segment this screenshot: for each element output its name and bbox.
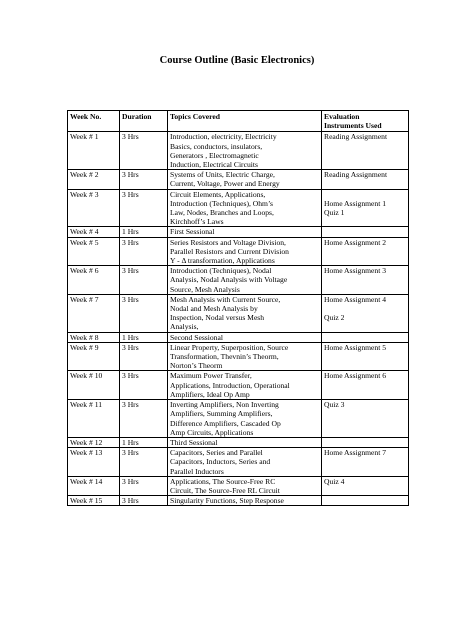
- cell-evaluation: Reading Assignment: [322, 132, 409, 170]
- table-row: [68, 371, 409, 400]
- cell-duration: 1 Hrs: [120, 332, 168, 342]
- cell-evaluation: [322, 437, 409, 447]
- cell-evaluation: Home Assignment 6: [322, 371, 409, 400]
- cell-week: Week # 9: [68, 342, 120, 371]
- cell-evaluation: [322, 227, 409, 237]
- cell-topics: Inverting Amplifiers, Non Inverting Amplifiers, Summing Amplifiers, Difference Amplifiers, Cascaded Op Amp Circuits, Applications: [168, 400, 322, 438]
- column-header-evaluation: Evaluation Instruments Used: [322, 111, 409, 132]
- cell-topics: Applications, The Source-Free RC Circuit, The Source-Free RL Circuit: [168, 476, 322, 495]
- cell-week: Week # 7: [68, 294, 120, 332]
- cell-duration: 3 Hrs: [120, 476, 168, 495]
- cell-week: Week # 2: [68, 170, 120, 189]
- cell-topics: Systems of Units, Electric Charge, Current, Voltage, Power and Energy: [168, 170, 322, 189]
- cell-duration: 3 Hrs: [120, 371, 168, 400]
- cell-duration: 3 Hrs: [120, 132, 168, 170]
- cell-week: Week # 13: [68, 448, 120, 477]
- cell-topics: Maximum Power Transfer, Applications, Introduction, Operational Amplifiers, Ideal Op Amp: [168, 371, 322, 400]
- cell-duration: 3 Hrs: [120, 448, 168, 477]
- cell-evaluation: Home Assignment 1 Quiz 1: [322, 189, 409, 227]
- cell-duration: 3 Hrs: [120, 189, 168, 227]
- cell-evaluation: Home Assignment 3: [322, 266, 409, 295]
- cell-week: Week # 8: [68, 332, 120, 342]
- table-row: [68, 227, 409, 237]
- cell-topics: Introduction, electricity, Electricity Basics, conductors, insulators, Generators , Electromagnetic Induction, Electrical Circuits: [168, 132, 322, 170]
- cell-evaluation: Home Assignment 7: [322, 448, 409, 477]
- table-row: [68, 237, 409, 266]
- cell-week: Week # 3: [68, 189, 120, 227]
- cell-topics: Capacitors, Series and Parallel Capacitors, Inductors, Series and Parallel Inductors: [168, 448, 322, 477]
- cell-evaluation: [322, 496, 409, 506]
- table-row: [68, 400, 409, 438]
- cell-evaluation: [322, 332, 409, 342]
- column-header-duration: Duration: [120, 111, 168, 132]
- table-row: [68, 496, 409, 506]
- cell-week: Week # 15: [68, 496, 120, 506]
- table-row: [68, 266, 409, 295]
- cell-week: Week # 14: [68, 476, 120, 495]
- page-title: Course Outline (Basic Electronics): [159, 55, 315, 66]
- cell-duration: 1 Hrs: [120, 437, 168, 447]
- cell-duration: 3 Hrs: [120, 266, 168, 295]
- header-row: [68, 111, 409, 132]
- column-header-topics: Topics Covered: [168, 111, 322, 132]
- cell-evaluation: Home Assignment 5: [322, 342, 409, 371]
- table-body: [68, 132, 409, 506]
- table-row: [68, 132, 409, 170]
- cell-topics: First Sessional: [168, 227, 322, 237]
- cell-topics: Series Resistors and Voltage Division, Parallel Resistors and Current Division Y - Δ transformation, Applications: [168, 237, 322, 266]
- cell-topics: Introduction (Techniques), Nodal Analysis, Nodal Analysis with Voltage Source, Mesh Analysis: [168, 266, 322, 295]
- cell-evaluation: Home Assignment 4 Quiz 2: [322, 294, 409, 332]
- cell-week: Week # 4: [68, 227, 120, 237]
- course-outline-table: [67, 110, 409, 506]
- cell-week: Week # 11: [68, 400, 120, 438]
- table-row: [68, 476, 409, 495]
- cell-evaluation: Quiz 4: [322, 476, 409, 495]
- cell-duration: 3 Hrs: [120, 237, 168, 266]
- cell-topics: Singularity Functions, Step Response: [168, 496, 322, 506]
- cell-topics: Circuit Elements, Applications, Introduction (Techniques), Ohm’s Law, Nodes, Branches and Loops, Kirchhoff’s Laws: [168, 189, 322, 227]
- cell-week: Week # 12: [68, 437, 120, 447]
- table-row: [68, 332, 409, 342]
- cell-week: Week # 1: [68, 132, 120, 170]
- cell-topics: Third Sessional: [168, 437, 322, 447]
- table-row: [68, 170, 409, 189]
- cell-week: Week # 5: [68, 237, 120, 266]
- cell-evaluation: Quiz 3: [322, 400, 409, 438]
- column-header-week: Week No.: [68, 111, 120, 132]
- table-row: [68, 294, 409, 332]
- cell-topics: Mesh Analysis with Current Source, Nodal and Mesh Analysis by Inspection, Nodal versus Mesh Analysis,: [168, 294, 322, 332]
- table-row: [68, 448, 409, 477]
- cell-topics: Second Sessional: [168, 332, 322, 342]
- cell-week: Week # 10: [68, 371, 120, 400]
- table-row: [68, 189, 409, 227]
- cell-week: Week # 6: [68, 266, 120, 295]
- cell-duration: 3 Hrs: [120, 294, 168, 332]
- cell-evaluation: Reading Assignment: [322, 170, 409, 189]
- cell-duration: 3 Hrs: [120, 170, 168, 189]
- cell-duration: 3 Hrs: [120, 342, 168, 371]
- cell-topics: Linear Property, Superposition, Source Transformation, Thevnin’s Theorm, Norton’s Theorm: [168, 342, 322, 371]
- cell-duration: 3 Hrs: [120, 496, 168, 506]
- cell-evaluation: Home Assignment 2: [322, 237, 409, 266]
- table-row: [68, 342, 409, 371]
- cell-duration: 1 Hrs: [120, 227, 168, 237]
- cell-duration: 3 Hrs: [120, 400, 168, 438]
- table-row: [68, 437, 409, 447]
